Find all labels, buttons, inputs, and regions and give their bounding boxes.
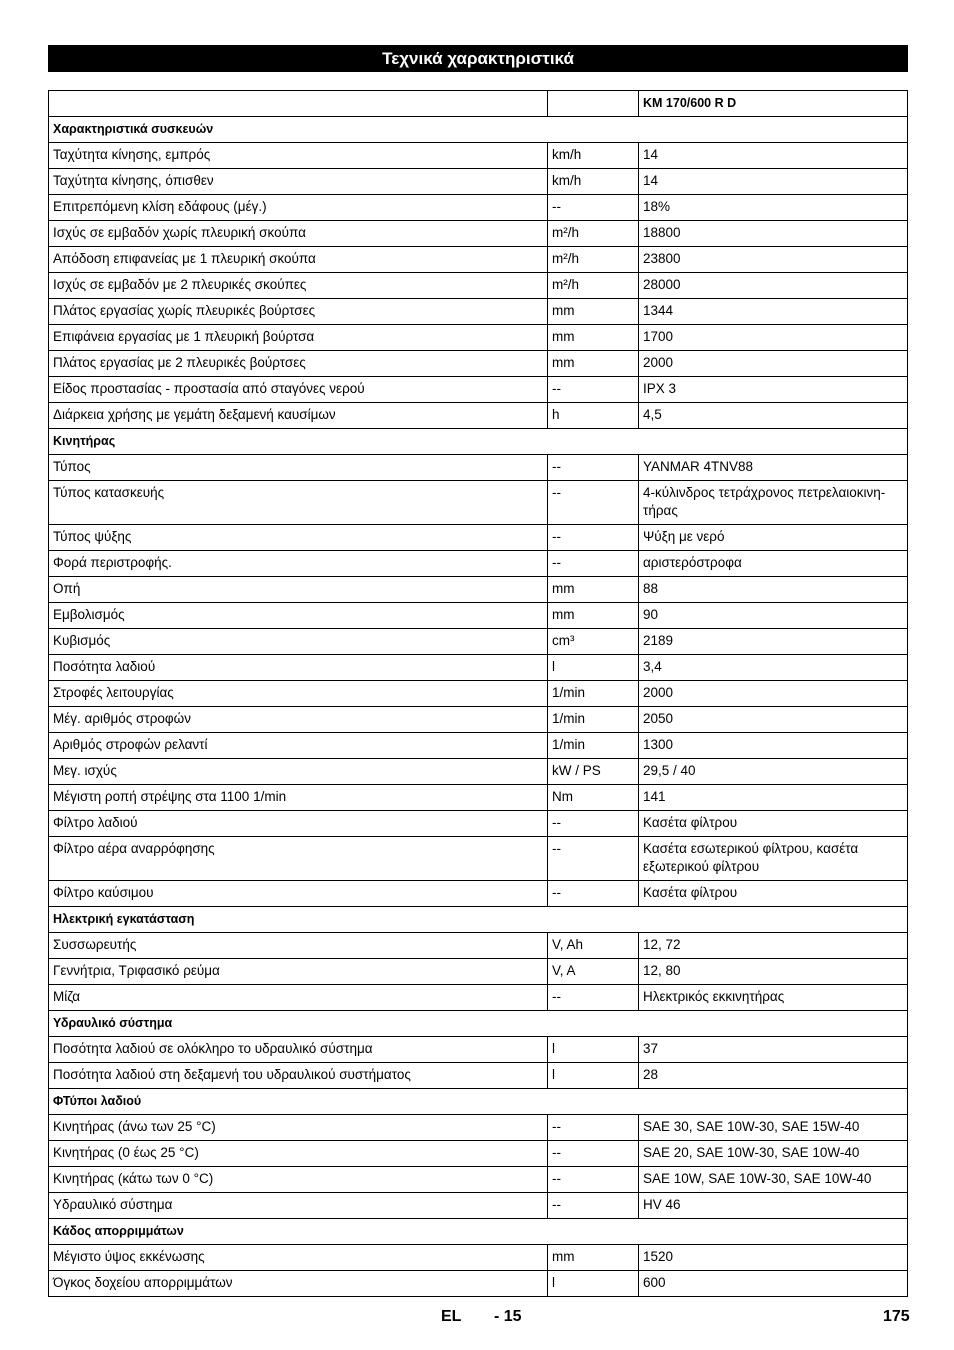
table-header-row: [49, 91, 908, 117]
header-cell-unit: [548, 91, 639, 117]
spec-value: 28: [639, 1063, 908, 1089]
spec-unit: mm: [548, 1245, 639, 1271]
spec-value: 600: [639, 1271, 908, 1297]
spec-unit: 1/min: [548, 681, 639, 707]
spec-unit: l: [548, 1271, 639, 1297]
spec-unit: kW / PS: [548, 759, 639, 785]
spec-unit: V, A: [548, 959, 639, 985]
spec-label: Είδος προστασίας - προστασία από σταγόνες νερού: [49, 377, 548, 403]
spec-value: 12, 80: [639, 959, 908, 985]
spec-value: IPX 3: [639, 377, 908, 403]
table-row: [49, 985, 908, 1011]
table-row: [49, 837, 908, 881]
spec-unit: V, Ah: [548, 933, 639, 959]
table-row: [49, 1193, 908, 1219]
spec-value: 4-κύλινδρος τετράχρονος πετρελαιοκινη-τήρας: [639, 481, 908, 525]
spec-label: Κινητήρας (0 έως 25 °C): [49, 1141, 548, 1167]
spec-unit: --: [548, 1193, 639, 1219]
spec-label: Ταχύτητα κίνησης, όπισθεν: [49, 169, 548, 195]
section-heading: ΦΤύποι λαδιού: [49, 1089, 908, 1115]
table-row: [49, 377, 908, 403]
table-row: [49, 785, 908, 811]
spec-unit: mm: [548, 325, 639, 351]
spec-value: SAE 20, SAE 10W-30, SAE 10W-40: [639, 1141, 908, 1167]
table-row: [49, 933, 908, 959]
spec-value: 1700: [639, 325, 908, 351]
spec-label: Μεγ. ισχύς: [49, 759, 548, 785]
section-row: [49, 907, 908, 933]
spec-unit: --: [548, 881, 639, 907]
spec-unit: --: [548, 1141, 639, 1167]
spec-label: Απόδοση επιφανείας με 1 πλευρική σκούπα: [49, 247, 548, 273]
footer-page-number: 175: [883, 1308, 910, 1325]
spec-label: Γεννήτρια, Τριφασικό ρεύμα: [49, 959, 548, 985]
spec-value: SAE 30, SAE 10W-30, SAE 15W-40: [639, 1115, 908, 1141]
section-heading: Υδραυλικό σύστημα: [49, 1011, 908, 1037]
footer-language: EL: [441, 1308, 462, 1325]
spec-label: Φορά περιστροφής.: [49, 551, 548, 577]
spec-unit: --: [548, 1167, 639, 1193]
spec-value: SAE 10W, SAE 10W-30, SAE 10W-40: [639, 1167, 908, 1193]
table-row: [49, 629, 908, 655]
spec-label: Τύπος: [49, 455, 548, 481]
spec-label: Πλάτος εργασίας με 2 πλευρικές βούρτσες: [49, 351, 548, 377]
spec-label: Ποσότητα λαδιού σε ολόκληρο το υδραυλικό σύστημα: [49, 1037, 548, 1063]
spec-label: Μέγ. αριθμός στροφών: [49, 707, 548, 733]
spec-value: 18800: [639, 221, 908, 247]
spec-unit: mm: [548, 603, 639, 629]
spec-value: Κασέτα φίλτρου: [639, 881, 908, 907]
table-row: [49, 959, 908, 985]
spec-label: Φίλτρο καύσιμου: [49, 881, 548, 907]
table-row: [49, 1271, 908, 1297]
spec-label: Επιφάνεια εργασίας με 1 πλευρική βούρτσα: [49, 325, 548, 351]
spec-value: Κασέτα εσωτερικού φίλτρου, κασέτα εξωτερικού φίλτρου: [639, 837, 908, 881]
table-row: [49, 1115, 908, 1141]
table-row: [49, 681, 908, 707]
spec-value: 18%: [639, 195, 908, 221]
table-row: [49, 525, 908, 551]
spec-label: Φίλτρο λαδιού: [49, 811, 548, 837]
spec-unit: mm: [548, 299, 639, 325]
spec-unit: m²/h: [548, 221, 639, 247]
table-row: [49, 299, 908, 325]
spec-label: Ποσότητα λαδιού: [49, 655, 548, 681]
spec-unit: m²/h: [548, 247, 639, 273]
spec-value: 37: [639, 1037, 908, 1063]
table-row: [49, 403, 908, 429]
spec-label: Κυβισμός: [49, 629, 548, 655]
spec-label: Ισχύς σε εμβαδόν με 2 πλευρικές σκούπες: [49, 273, 548, 299]
section-title: Τεχνικά χαρακτηριστικά: [48, 45, 908, 72]
section-row: [49, 1219, 908, 1245]
spec-unit: --: [548, 525, 639, 551]
spec-value: 1520: [639, 1245, 908, 1271]
spec-value: 141: [639, 785, 908, 811]
spec-label: Εμβολισμός: [49, 603, 548, 629]
spec-unit: mm: [548, 351, 639, 377]
spec-label: Υδραυλικό σύστημα: [49, 1193, 548, 1219]
section-heading: Ηλεκτρική εγκατάσταση: [49, 907, 908, 933]
table-row: [49, 455, 908, 481]
table-row: [49, 481, 908, 525]
table-row: [49, 325, 908, 351]
table-row: [49, 733, 908, 759]
table-row: [49, 351, 908, 377]
spec-label: Μέγιστο ύψος εκκένωσης: [49, 1245, 548, 1271]
spec-value: 4,5: [639, 403, 908, 429]
spec-value: 2050: [639, 707, 908, 733]
spec-value: 2189: [639, 629, 908, 655]
spec-value: 90: [639, 603, 908, 629]
header-cell-model: KM 170/600 R D: [639, 91, 908, 117]
spec-label: Φίλτρο αέρα αναρρόφησης: [49, 837, 548, 881]
table-row: [49, 1141, 908, 1167]
spec-value: 14: [639, 169, 908, 195]
spec-unit: --: [548, 985, 639, 1011]
section-heading: Χαρακτηριστικά συσκευών: [49, 117, 908, 143]
spec-value: Ψύξη με νερό: [639, 525, 908, 551]
table-row: [49, 655, 908, 681]
spec-label: Τύπος κατασκευής: [49, 481, 548, 525]
spec-value: 2000: [639, 681, 908, 707]
table-row: [49, 1063, 908, 1089]
table-row: [49, 1167, 908, 1193]
spec-unit: km/h: [548, 169, 639, 195]
spec-unit: Nm: [548, 785, 639, 811]
spec-label: Στροφές λειτουργίας: [49, 681, 548, 707]
table-row: [49, 221, 908, 247]
spec-value: 28000: [639, 273, 908, 299]
spec-unit: mm: [548, 577, 639, 603]
spec-value: 23800: [639, 247, 908, 273]
spec-value: αριστερόστροφα: [639, 551, 908, 577]
table-row: [49, 169, 908, 195]
spec-unit: cm³: [548, 629, 639, 655]
spec-label: Ταχύτητα κίνησης, εμπρός: [49, 143, 548, 169]
table-row: [49, 603, 908, 629]
spec-unit: m²/h: [548, 273, 639, 299]
spec-value: Ηλεκτρικός εκκινητήρας: [639, 985, 908, 1011]
table-row: [49, 143, 908, 169]
spec-label: Αριθμός στροφών ρελαντί: [49, 733, 548, 759]
spec-label: Οπή: [49, 577, 548, 603]
table-row: [49, 551, 908, 577]
spec-unit: --: [548, 455, 639, 481]
spec-unit: --: [548, 377, 639, 403]
table-row: [49, 247, 908, 273]
spec-unit: h: [548, 403, 639, 429]
spec-value: HV 46: [639, 1193, 908, 1219]
spec-value: 2000: [639, 351, 908, 377]
spec-value: Κασέτα φίλτρου: [639, 811, 908, 837]
spec-unit: 1/min: [548, 733, 639, 759]
table-row: [49, 881, 908, 907]
table-row: [49, 707, 908, 733]
spec-label: Πλάτος εργασίας χωρίς πλευρικές βούρτσες: [49, 299, 548, 325]
section-heading: Κινητήρας: [49, 429, 908, 455]
spec-label: Κινητήρας (άνω των 25 °C): [49, 1115, 548, 1141]
spec-unit: --: [548, 1115, 639, 1141]
spec-label: Τύπος ψύξης: [49, 525, 548, 551]
spec-unit: --: [548, 811, 639, 837]
spec-unit: km/h: [548, 143, 639, 169]
section-row: [49, 117, 908, 143]
spec-unit: --: [548, 551, 639, 577]
table-row: [49, 759, 908, 785]
table-row: [49, 273, 908, 299]
spec-value: 1300: [639, 733, 908, 759]
table-row: [49, 1037, 908, 1063]
specifications-table: [48, 90, 908, 1297]
table-row: [49, 811, 908, 837]
spec-unit: 1/min: [548, 707, 639, 733]
spec-value: 1344: [639, 299, 908, 325]
spec-label: Όγκος δοχείου απορριμμάτων: [49, 1271, 548, 1297]
spec-label: Ισχύς σε εμβαδόν χωρίς πλευρική σκούπα: [49, 221, 548, 247]
spec-unit: --: [548, 837, 639, 881]
spec-label: Διάρκεια χρήσης με γεμάτη δεξαμενή καυσίμων: [49, 403, 548, 429]
spec-label: Μίζα: [49, 985, 548, 1011]
spec-unit: l: [548, 1037, 639, 1063]
spec-value: 14: [639, 143, 908, 169]
spec-value: 3,4: [639, 655, 908, 681]
table-row: [49, 577, 908, 603]
spec-value: 29,5 / 40: [639, 759, 908, 785]
spec-label: Μέγιστη ροπή στρέψης στα 1100 1/min: [49, 785, 548, 811]
section-row: [49, 429, 908, 455]
spec-unit: l: [548, 1063, 639, 1089]
spec-unit: --: [548, 481, 639, 525]
spec-label: Συσσωρευτής: [49, 933, 548, 959]
spec-unit: --: [548, 195, 639, 221]
header-cell-label: [49, 91, 548, 117]
section-row: [49, 1011, 908, 1037]
table-row: [49, 195, 908, 221]
spec-value: 88: [639, 577, 908, 603]
spec-label: Επιτρεπόμενη κλίση εδάφους (μέγ.): [49, 195, 548, 221]
spec-label: Κινητήρας (κάτω των 0 °C): [49, 1167, 548, 1193]
spec-value: YANMAR 4TNV88: [639, 455, 908, 481]
spec-unit: l: [548, 655, 639, 681]
section-row: [49, 1089, 908, 1115]
spec-label: Ποσότητα λαδιού στη δεξαμενή του υδραυλικού συστήματος: [49, 1063, 548, 1089]
section-heading: Κάδος απορριμμάτων: [49, 1219, 908, 1245]
spec-value: 12, 72: [639, 933, 908, 959]
footer-local-page: - 15: [494, 1308, 522, 1325]
table-row: [49, 1245, 908, 1271]
